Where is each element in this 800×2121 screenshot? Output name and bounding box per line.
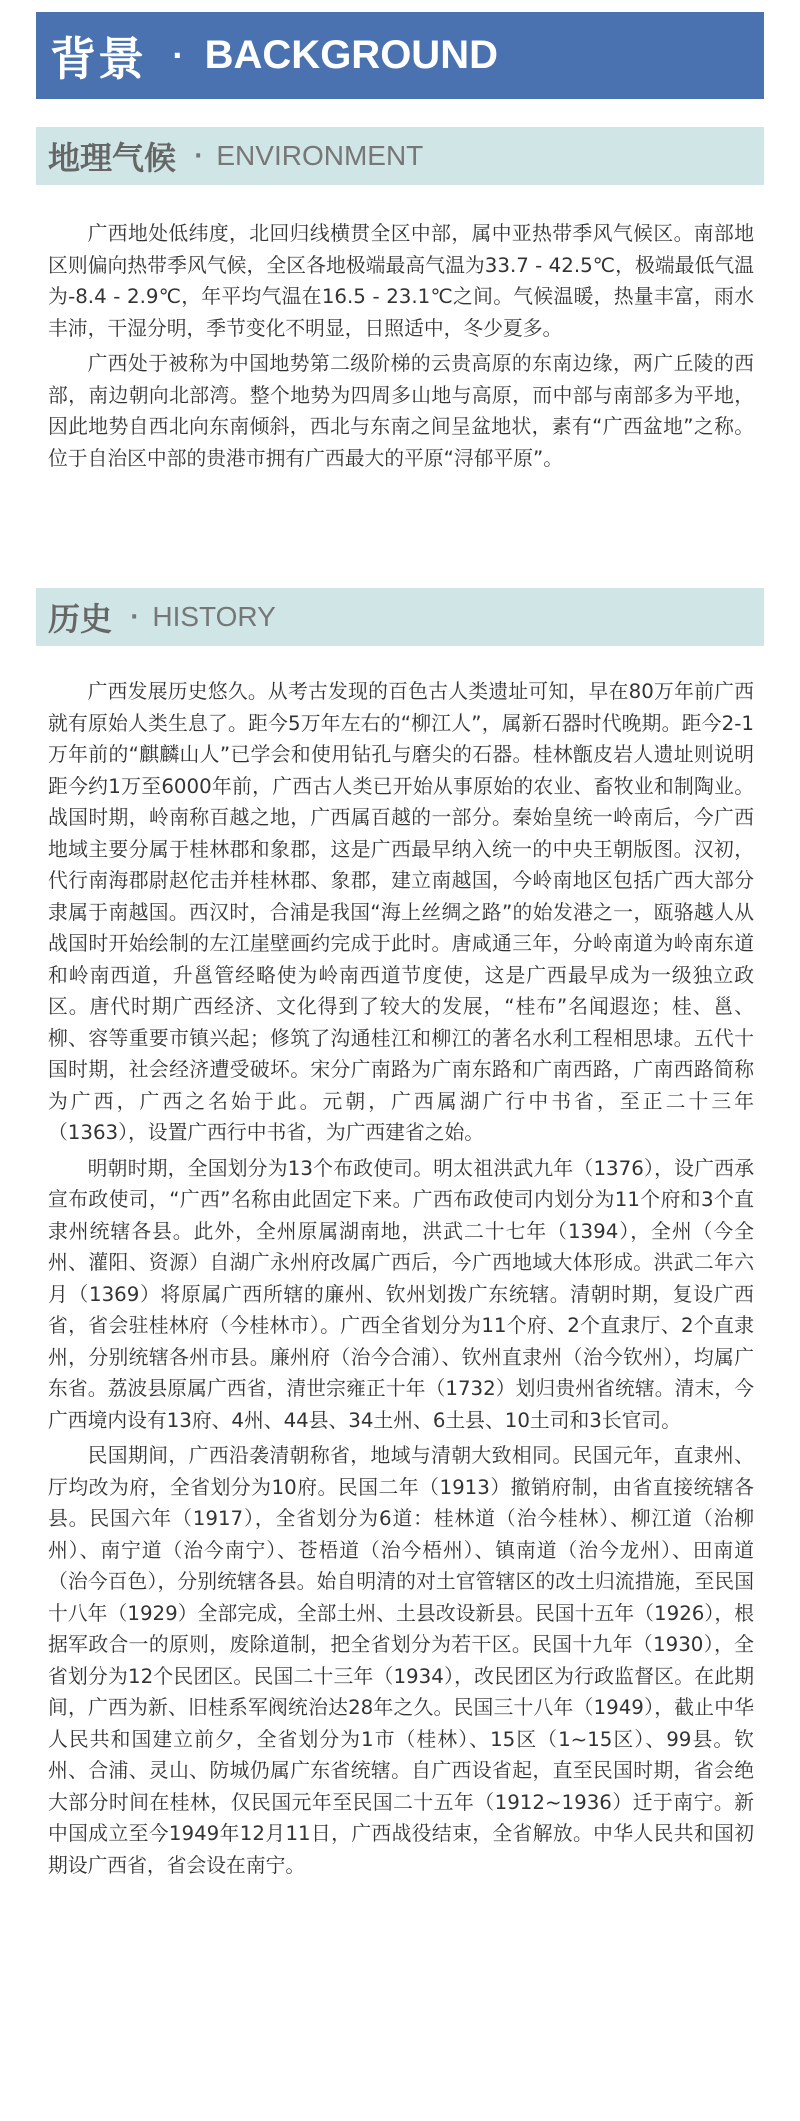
environment-paragraph-1: 广西地处低纬度，北回归线横贯全区中部，属中亚热带季风气候区。南部地区则偏向热带季风气候，全区各地极端最高气温为33.7 - 42.5℃，极端最低气温为-8.4 - 2.9℃，年平均气温在16.5 - 23.1℃之间。气候温暖，热量丰富，雨水丰沛，干湿分明，季节变化不明显，日照适中，冬少夏多。 <box>48 222 754 340</box>
environment-title-en: ENVIRONMENT <box>216 140 424 171</box>
history-header <box>36 588 764 646</box>
history-paragraph-1: 广西发展历史悠久。从考古发现的百色古人类遗址可知，早在80万年前广西就有原始人类生息了。距今5万年左右的“柳江人”，属新石器时代晚期。距今2-1万年前的“麒麟山人”已学会和使用钻孔与磨尖的石器。桂林甑皮岩人遗址则说明距今约1万至6000年前，广西古人类已开始从事原始的农业、畜牧业和制陶业。战国时期，岭南称百越之地，广西属百越的一部分。秦始皇统一岭南后，今广西地域主要分属于桂林郡和象郡，这是广西最早纳入统一的中央王朝版图。汉初，代行南海郡尉赵佗击并桂林郡、象郡，建立南越国，今岭南地区包括广西大部分隶属于南越国。西汉时，合浦是我国“海上丝绸之路”的始发港之一，瓯骆越人从战国时开始绘制的左江崖壁画约完成于此时。唐咸通三年，分岭南道为岭南东道和岭南西道，升邕管经略使为岭南西道节度使，这是广西最早成为一级独立政区。唐代时期广西经济、文化得到了较大的发展，“桂布”名闻遐迩；桂、邕、柳、容等重要市镇兴起；修筑了沟通桂江和柳江的著名水利工程相思埭。五代十国时期，社会经济遭受破坏。宋分广南路为广南东路和广南西路，广南西路简称为广西，广西之名始于此。元朝，广西属湖广行中书省，至正二十三年（1363），设置广西行中书省，为广西建省之始。 <box>48 680 754 1144</box>
history-paragraph-3: 民国期间，广西沿袭清朝称省，地域与清朝大致相同。民国元年，直隶州、厅均改为府，全省划分为10府。民国二年（1913）撤销府制，由省直接统辖各县。民国六年（1917），全省划分为6道：桂林道（治今桂林）、柳江道（治柳州）、南宁道（治今南宁）、苍梧道（治今梧州）、镇南道（治今龙州）、田南道（治今百色），分别统辖各县。始自明清的对土官管辖区的改土归流措施，至民国十八年（1929）全部完成，全部土州、土县改设新县。民国十五年（1926），根据军政合一的原则，废除道制，把全省划分为若干区。民国十九年（1930），全省划分为12个民团区。民国二十三年（1934），改民团区为行政监督区。在此期间，广西为新、旧桂系军阀统治达28年之久。民国三十八年（1949），截止中华人民共和国建立前夕，全省划分为1市（桂林）、15区（1~15区）、99县。钦州、合浦、灵山、防城仍属广东省统辖。自广西设省起，直至民国时期，省会绝大部分时间在桂林，仅民国元年至民国二十五年（1912~1936）迁于南宁。新中国成立至今1949年12月11日，广西战役结束，全省解放。中华人民共和国初期设广西省，省会设在南宁。 <box>48 1444 754 1877</box>
history-title-zh: 历史 <box>48 600 113 638</box>
background-header <box>36 12 764 99</box>
environment-title-zh: 地理气候 <box>48 139 177 177</box>
background-title-dot: · <box>172 39 183 72</box>
environment-paragraph-2: 广西处于被称为中国地势第二级阶梯的云贵高原的东南边缘，两广丘陵的西部，南边朝向北部湾。整个地势为四周多山地与高原，而中部与南部多为平地，因此地势自西北向东南倾斜，西北与东南之间呈盆地状，素有“广西盆地”之称。位于自治区中部的贵港市拥有广西最大的平原“浔郁平原”。 <box>48 352 754 470</box>
history-title-en: HISTORY <box>152 601 276 632</box>
environment-title-dot: · <box>194 143 203 169</box>
environment-header <box>36 127 764 185</box>
history-title-dot: · <box>130 604 139 630</box>
environment-body <box>48 218 754 478</box>
history-paragraph-2: 明朝时期，全国划分为13个布政使司。明太祖洪武九年（1376），设广西承宣布政使司，“广西”名称由此固定下来。广西布政使司内划分为11个府和3个直隶州统辖各县。此外，全州原属湖南地，洪武二十七年（1394），全州（今全州、灌阳、资源）自湖广永州府改属广西后，今广西地域大体形成。洪武二年六月（1369）将原属广西所辖的廉州、钦州划拨广东统辖。清朝时期，复设广西省，省会驻桂林府（今桂林市）。广西全省划分为11个府、2个直隶厅、2个直隶州，分别统辖各州市县。廉州府（治今合浦）、钦州直隶州（治今钦州），均属广东省。荔波县原属广西省，清世宗雍正十年（1732）划归贵州省统辖。清末，今广西境内设有13府、4州、44县、34土州、6土县、10土司和3长官司。 <box>48 1156 754 1432</box>
history-body <box>48 676 754 1885</box>
background-title-en: BACKGROUND <box>204 33 498 77</box>
background-title-zh: 背景 <box>50 31 146 86</box>
